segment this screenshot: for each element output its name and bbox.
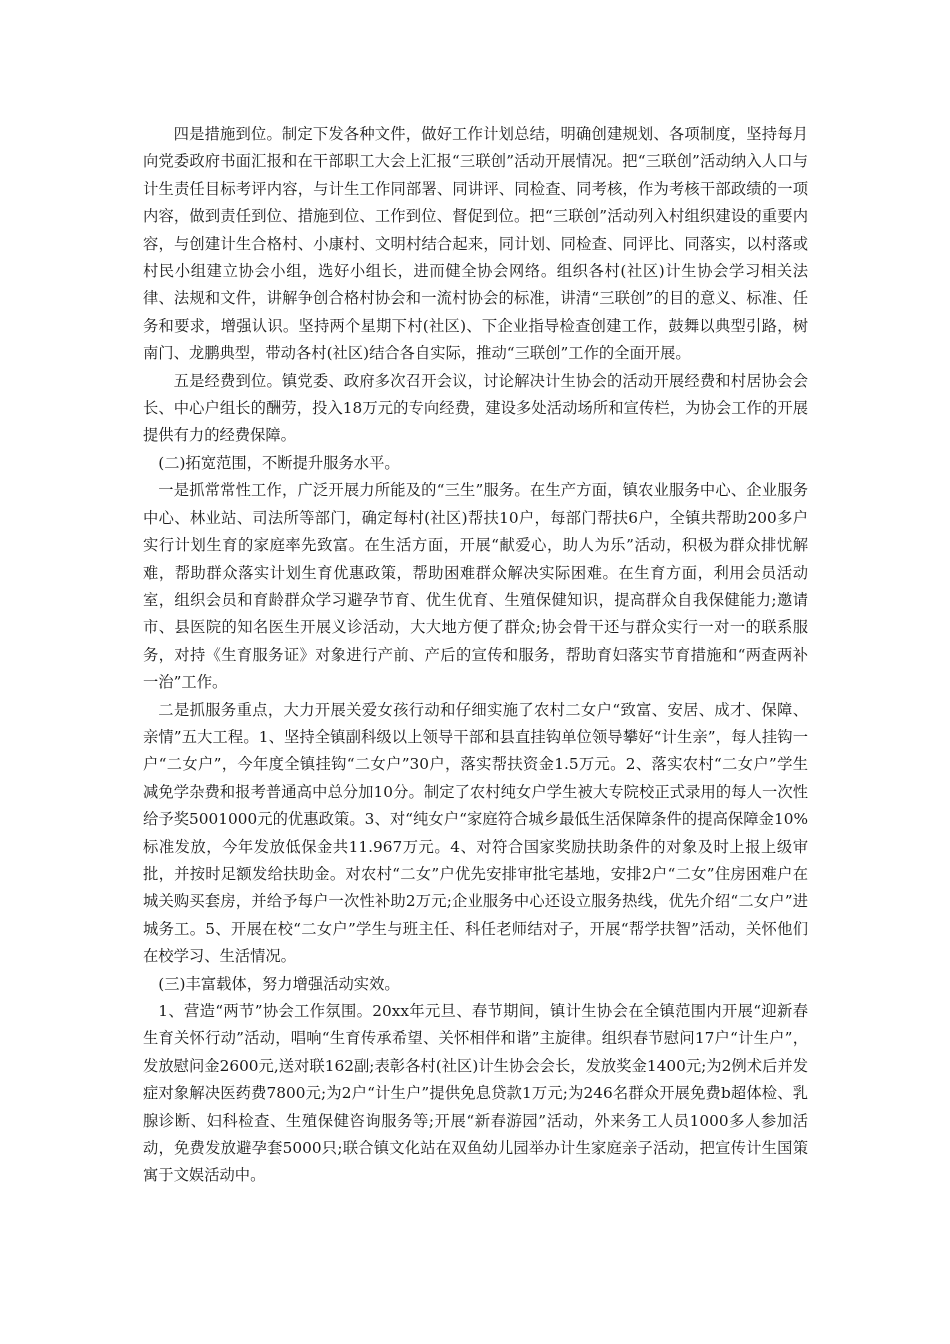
paragraph-service-focus: 二是抓服务重点，大力开展关爱女孩行动和仔细实施了农村二女户“致富、安居、成才、保障、亲情”五大工程。1、坚持全镇副科级以上领导干部和县直挂钩单位领导攀好“计生亲”，每人挂钩一户“二女户”，今年度全镇挂钩“二女户”30户，落实帮扶资金1.5万元。2、落实农村“二女户”学生减免学杂费和报考普通高中总分加10分。制定了农村纯女户学生被大专院校正式录用的每人一次性给予奖5001000元的优惠政策。3、对“纯女户“家庭符合城乡最低生活保障条件的提高保障金10%标准发放，今年发放低保金共11.967万元。4、对符合国家奖励扶助条件的对象及时上报上级审批，并按时足额发给扶助金。对农村“二女”户优先安排审批宅基地，安排2户“二女”住房困难户在城关购买套房，并给予每户一次性补助2万元;企业服务中心还设立服务热线，优先介绍“二女户”进城务工。5、开展在校“二女户”学生与班主任、科任老师结对子，开展“帮学扶智”活动，关怀他们在校学习、生活情况。 bbox=[143, 700, 808, 966]
section-heading-expand-scope: (二)拓宽范围，不断提升服务水平。 bbox=[158, 453, 400, 472]
document-body bbox=[143, 121, 808, 1190]
paragraph-routine-work: 一是抓常常性工作，广泛开展力所能及的“三生”服务。在生产方面，镇农业服务中心、企业服务中心、林业站、司法所等部门，确定每村(社区)帮扶10户，每部门帮扶6户，全镇共帮助200多户实行计划生育的家庭率先致富。在生活方面，开展“献爱心，助人为乐”活动，积极为群众排忧解难，帮助群众落实计划生育优惠政策，帮助困难群众解决实际困难。在生育方面，利用会员活动室，组织会员和育龄群众学习避孕节育、优生优育、生殖保健知识，提高群众自我保健能力;邀请市、县医院的知名医生开展义诊活动，大大地方便了群众;协会骨干还与群众实行一对一的联系服务，对持《生育服务证》对象进行产前、产后的宣传和服务，帮助育妇落实节育措施和“两查两补一治”工作。 bbox=[143, 481, 808, 692]
paragraph-festival-activities: 1、营造“两节”协会工作氛围。20xx年元旦、春节期间，镇计生协会在全镇范围内开展“迎新春生育关怀行动”活动，唱响“生育传承希望、关怀相伴和谐”主旋律。组织春节慰问17户“计生户”，发放慰问金2600元,送对联162副;表彰各村(社区)计生协会会长，发放奖金1400元;为2例术后并发症对象解决医药费7800元;为2户“计生户”提供免息贷款1万元;为246名群众开展免费b超体检、乳腺诊断、妇科检查、生殖保健咨询服务等;开展“新春游园”活动，外来务工人员1000多人参加活动，免费发放避孕套5000只;联合镇文化站在双鱼幼儿园举办计生家庭亲子活动，把宣传计生国策寓于文娱活动中。 bbox=[143, 1002, 808, 1185]
paragraph-funding: 五是经费到位。镇党委、政府多次召开会议，讨论解决计生协会的活动开展经费和村居协会会长、中心户组长的酬劳，投入18万元的专向经费，建设多处活动场所和宣传栏，为协会工作的开展提供有力的经费保障。 bbox=[143, 371, 808, 445]
section-heading-enrich-carriers: (三)丰富载体，努力增强活动实效。 bbox=[158, 974, 400, 993]
paragraph-measures: 四是措施到位。制定下发各种文件，做好工作计划总结，明确创建规划、各项制度，坚持每月向党委政府书面汇报和在干部职工大会上汇报“三联创”活动开展情况。把“三联创”活动纳入人口与计生责任目标考评内容，与计生工作同部署、同讲评、同检查、同考核，作为考核干部政绩的一项内容，做到责任到位、措施到位、工作到位、督促到位。把“三联创”活动列入村组织建设的重要内容，与创建计生合格村、小康村、文明村结合起来，同计划、同检查、同评比、同落实，以村落或村民小组建立协会小组，选好小组长，进而健全协会网络。组织各村(社区)计生协会学习相关法律、法规和文件，讲解争创合格村协会和一流村协会的标准，讲清“三联创”的目的意义、标准、任务和要求，增强认识。坚持两个星期下村(社区)、下企业指导检查创建工作，鼓舞以典型引路，树南门、龙鹏典型，带动各村(社区)结合各自实际，推动“三联创”工作的全面开展。 bbox=[143, 125, 808, 363]
